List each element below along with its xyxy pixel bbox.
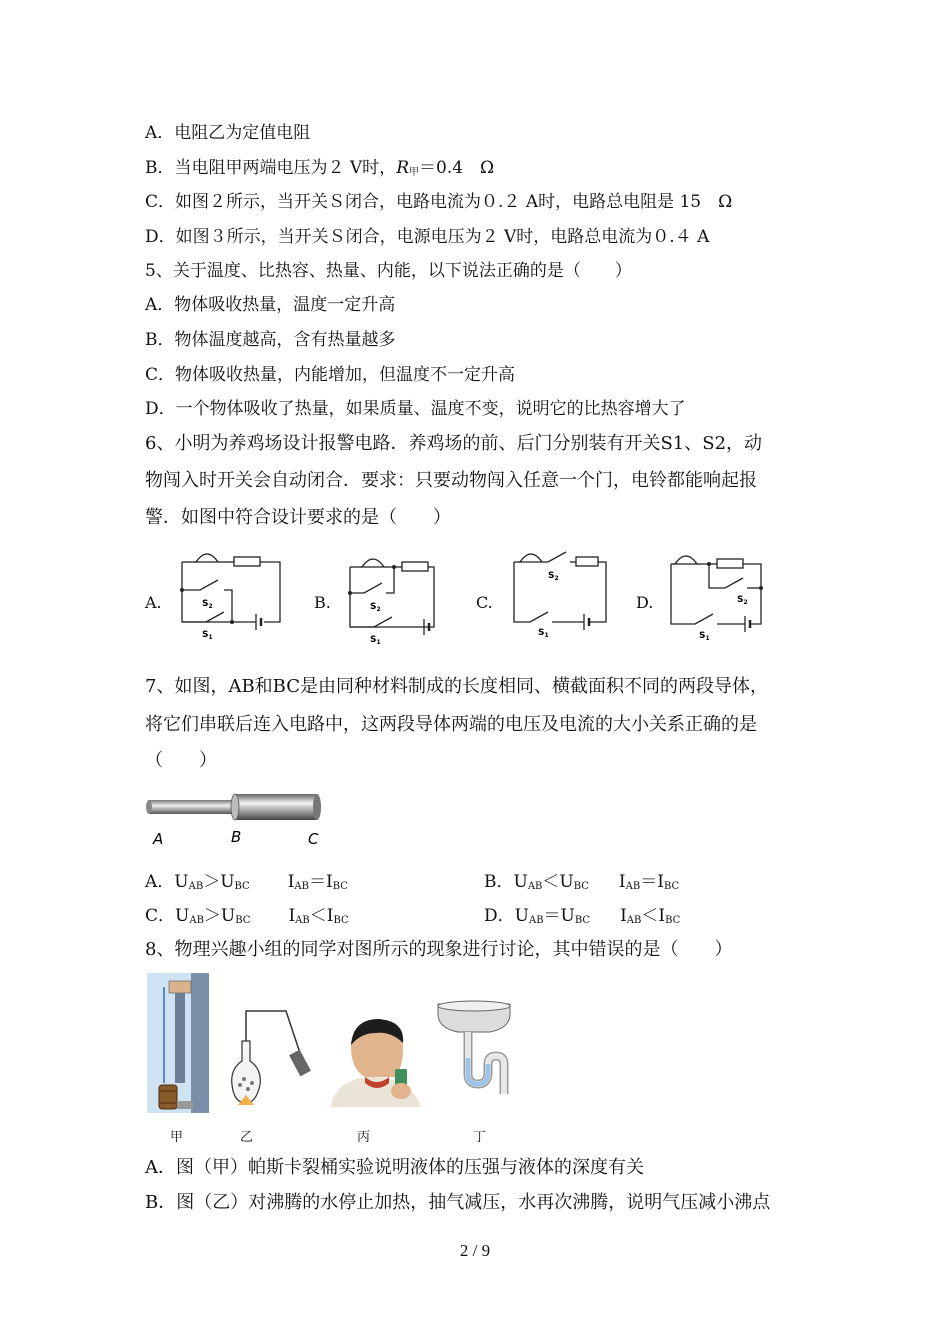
- q7-fig-label-c: C: [308, 830, 319, 848]
- q8-option-b: B．图（乙）对沸腾的水停止加热，抽气减压，水再次沸腾，说明气压减小沸点: [145, 1192, 771, 1213]
- q8-caption-jia: 甲: [170, 1130, 184, 1145]
- q8-figure-jia: [147, 973, 209, 1113]
- q7-option-b: B．$U_{AB}<U_{BC}$ $I_{AB}=I_{BC}$: [484, 872, 680, 892]
- q6-circuit-d: [665, 542, 777, 642]
- q6-d-s1: $S_1$: [699, 631, 710, 642]
- q6-option-d-label: D.: [636, 593, 654, 612]
- q8-caption-bing: 丙: [357, 1130, 371, 1145]
- q6-a-s1: $S_1$: [202, 630, 213, 640]
- q4-option-d: D．如图３所示，当开关Ｓ闭合，电源电压为２ V时，电路总电流为０.４ A: [145, 227, 710, 247]
- q7-option-d: D．$U_{AB}=U_{BC}$ $I_{AB}<I_{BC}$: [484, 906, 681, 926]
- q7-stem-line3: （ ）: [145, 750, 217, 771]
- q7-fig-label-b: B: [231, 828, 242, 846]
- q7-option-a: A．$U_{AB}>U_{BC}$ $I_{AB}=I_{BC}$: [145, 872, 348, 892]
- page-number: 2 / 9: [459, 1241, 491, 1260]
- q6-stem-line1: 6、小明为养鸡场设计报警电路．养鸡场的前、后门分别装有开关S1、S2，动: [145, 433, 763, 454]
- q8-caption-ding: 丁: [473, 1130, 487, 1145]
- q7-stem-line1: 7、如图，AB和BC是由同种材料制成的长度相同、横截面积不同的两段导体，: [145, 676, 769, 697]
- q4-option-b-var: R: [396, 158, 409, 178]
- q6-option-b-label: B.: [314, 593, 331, 612]
- q6-circuit-b: [344, 545, 456, 645]
- q6-circuit-c: [508, 540, 620, 640]
- q7-stem-line2: 将它们串联后连入电路中，这两段导体两端的电压及电流的大小关系正确的是: [145, 714, 757, 735]
- q4-option-b-sub: 甲: [409, 167, 419, 178]
- q4-option-c: C．如图２所示，当开关Ｓ闭合，电路电流为０.２ A时，电路总电阻是 15 Ω: [145, 192, 733, 212]
- q5-stem: 5、关于温度、比热容、热量、内能，以下说法正确的是（ ）: [145, 261, 632, 281]
- q8-figure-ding: [434, 998, 514, 1098]
- q4-option-b-text: B．当电阻甲两端电压为２ V时，: [145, 158, 397, 178]
- q6-circuit-a: [176, 540, 288, 640]
- q5-option-d: D．一个物体吸收了热量，如果质量、温度不变，说明它的比热容增大了: [145, 399, 686, 419]
- q6-c-s1: $S_1$: [538, 628, 549, 639]
- q6-stem-line2: 物闯入时开关会自动闭合．要求：只要动物闯入任意一个门，电铃都能响起报: [145, 470, 757, 491]
- q5-option-a: A．物体吸收热量，温度一定升高: [145, 295, 396, 315]
- q5-option-b: B．物体温度越高，含有热量越多: [145, 330, 396, 350]
- q7-fig-label-a: A: [153, 830, 164, 848]
- q6-a-s2: $S_2$: [202, 599, 213, 610]
- q6-c-s2: $S_2$: [548, 571, 559, 582]
- q7-option-c: C．$U_{AB}>U_{BC}$ $I_{AB}<I_{BC}$: [145, 906, 349, 926]
- q6-option-c-label: C.: [476, 593, 493, 612]
- q6-b-s1: $S_1$: [370, 635, 381, 645]
- q4-option-b: [145, 157, 494, 184]
- q8-stem: 8、物理兴趣小组的同学对图所示的现象进行讨论，其中错误的是（ ）: [145, 939, 733, 960]
- q7-conductor-figure: [145, 788, 330, 850]
- q4-option-a: A．电阻乙为定值电阻: [145, 123, 311, 143]
- q8-option-a: A．图（甲）帕斯卡裂桶实验说明液体的压强与液体的深度有关: [145, 1157, 644, 1178]
- q8-figure-yi: [226, 1003, 316, 1113]
- q6-d-s2: $S_2$: [737, 595, 748, 606]
- q6-b-s2: $S_2$: [370, 602, 381, 613]
- q6-option-a-label: A.: [145, 593, 162, 612]
- q5-option-c: C．物体吸收热量，内能增加，但温度不一定升高: [145, 365, 516, 385]
- q6-stem-line3: 警．如图中符合设计要求的是（ ）: [145, 507, 451, 528]
- q8-figure-bing: [331, 1017, 421, 1107]
- q8-caption-yi: 乙: [240, 1130, 254, 1145]
- q4-option-b-value: ＝0.4 Ω: [419, 158, 495, 178]
